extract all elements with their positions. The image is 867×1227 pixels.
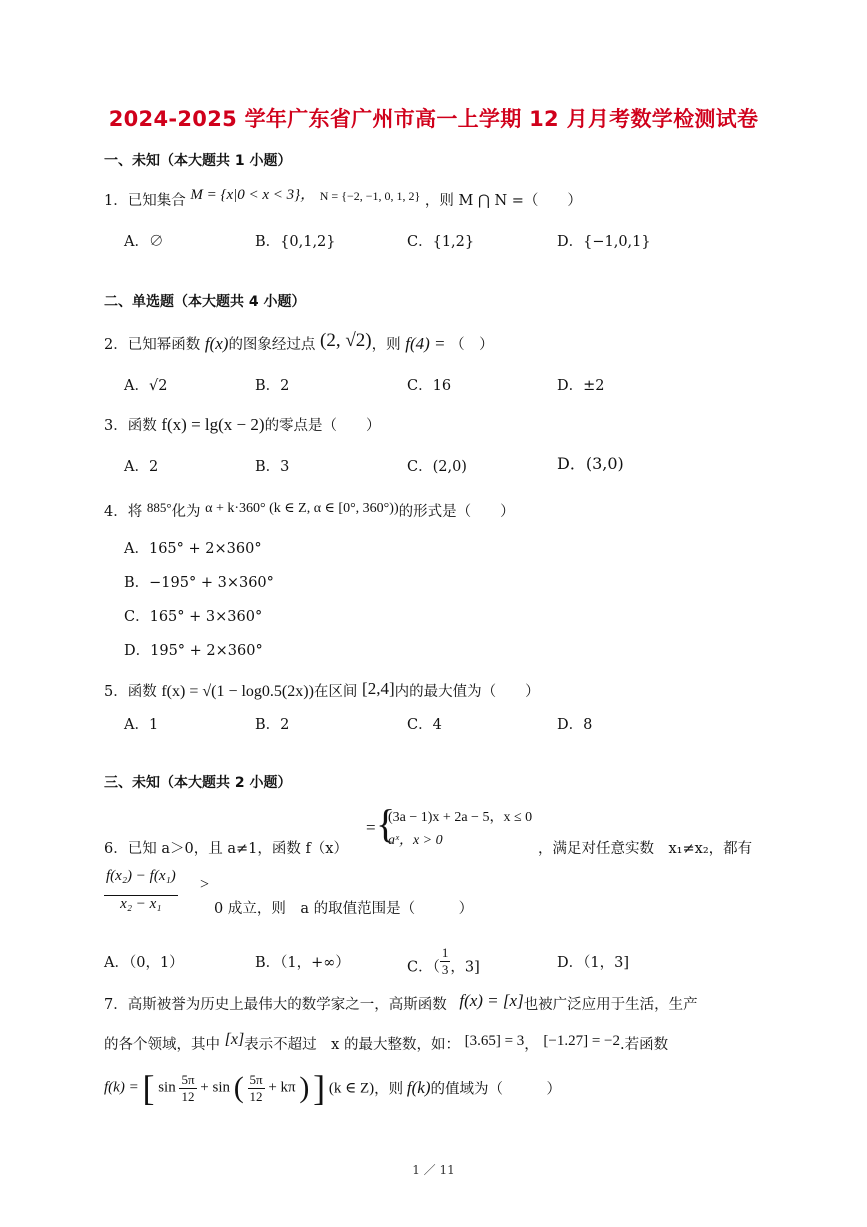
q5-stem-c: 内的最大值为（ ） [394,684,540,700]
q7-kz: (k ∈ Z) [328,1080,375,1097]
q4-stem: 4．将 [104,504,143,520]
q1-stem: 1．已知集合 [104,193,186,209]
question-3 [104,414,381,435]
q7-line2-a: 的各个领域，其中 [104,1037,220,1053]
q4-option-d[interactable]: D．195° + 2×360° [124,643,263,659]
section-heading-2: 二、单选题（本大题共 4 小题） [104,294,306,310]
q7-sin1: sin [158,1079,176,1096]
question-4 [104,500,515,521]
q6-frac-num: f(x₂) − f(x₁) [106,868,176,884]
q7-sin2-num: 5π [249,1071,263,1087]
q4-stem-c: 的形式是（ ） [398,504,515,520]
q6-option-c-den: 3 [441,962,449,977]
q4-option-b[interactable]: B．−195° + 3×360° [124,575,274,591]
q7-sin1-den: 12 [179,1088,196,1105]
q5-fx: f(x) = √(1 − log0.5(2x)) [161,683,314,700]
q7-fk: f(k) = [104,1079,139,1096]
q2-stem-c: ，则 [371,337,401,353]
question-7-line-1 [104,993,698,1014]
q2-f4: f(4) = [405,334,446,353]
question-1 [104,189,582,210]
q6-option-a[interactable]: A．（0，1） [104,955,184,971]
q2-option-a[interactable]: A．√2 [124,378,168,394]
q1-option-d[interactable]: D．{−1,0,1} [557,234,651,250]
q7-sin2-post: + kπ [268,1079,296,1096]
q7-ex1: [3.65] = 3 [464,1033,525,1049]
q6-option-c-num: 1 [441,945,449,960]
q7-bracket-left-icon: [ [142,1068,155,1108]
q6-fraction [104,868,178,913]
q2-option-c[interactable]: C．16 [407,378,452,394]
q6-gt: > [200,876,210,893]
page-number: 1 ／ 11 [412,1163,455,1177]
q7-line2-b: 表示不超过 x 的最大整数，如： [244,1037,460,1053]
q2-stem-b: 的图象经过点 [228,337,316,353]
q7-stem-b: 也被广泛应用于生活，生产 [523,997,698,1013]
q1-option-c[interactable]: C．{1,2} [407,234,475,250]
q2-option-b[interactable]: B．2 [255,378,290,394]
q7-comma: ， [524,1037,539,1053]
q7-line3-c: 的值域为（ ） [430,1081,561,1098]
q4-form: α + k·360° (k ∈ Z, α ∈ [0°, 360°)) [205,501,399,516]
q1-stem-tail: ，则 M ⋂ N =（ ） [424,193,582,209]
q5-option-b[interactable]: B．2 [255,717,290,733]
q7-bx: [x] [224,1031,245,1048]
q6-option-c-pre: C．（ [407,959,440,976]
q7-fk2: f(k) [406,1078,431,1097]
question-6-line-1-tail: ，满足对任意实数 x₁≠x₂，都有 [538,841,753,857]
q6-brace-icon: { [376,801,396,846]
q7-sin2-den: 12 [248,1088,265,1105]
q2-option-d[interactable]: D．±2 [557,378,605,394]
q3-option-d[interactable]: D．(3,0) [557,454,624,473]
q6-option-c[interactable] [407,945,480,984]
q2-fx: f(x) [204,334,229,353]
question-6-line-1: 6．已知 a＞0，且 a≠1，函数 f（x） [104,841,348,857]
q1-option-b[interactable]: B．{0,1,2} [255,234,336,250]
question-2 [104,330,494,355]
q7-formula [104,1070,561,1106]
q7-stem: 7．高斯被誉为历史上最伟大的数学家之一，高斯函数 [104,997,447,1013]
q4-option-a[interactable]: A．165° + 2×360° [124,541,262,557]
q6-eq: = [366,818,376,837]
q5-stem: 5．函数 [104,684,157,700]
q7-sin1-num: 5π [181,1071,195,1087]
question-7-line-2 [104,1033,668,1054]
q3-option-c[interactable]: C．(2,0) [407,459,467,475]
q3-stem-b: 的零点是（ ） [264,418,381,434]
q3-stem: 3．函数 [104,418,157,434]
q7-bracket-right-icon: ] [313,1068,326,1108]
q3-fx: f(x) = lg(x − 2) [161,415,265,434]
q5-option-c[interactable]: C．4 [407,717,442,733]
q4-stem-b: 化为 [171,504,201,520]
q6-option-d[interactable]: D．（1，3] [557,955,629,971]
q6-frac-den: x₂ − x₁ [104,895,178,913]
q7-paren-right-icon: ) [299,1071,310,1104]
q2-stem-d: （ ） [450,337,494,353]
q4-deg: 885° [146,500,172,515]
q7-gauss: f(x) = [x] [459,991,524,1010]
q7-paren-left-icon: ( [233,1071,244,1104]
q5-interval: [2,4] [362,679,395,698]
section-heading-3: 三、未知（本大题共 2 小题） [104,775,292,791]
q6-piece-2: aˣ，x > 0 [388,833,443,848]
q5-option-a[interactable]: A．1 [124,717,159,733]
section-heading-1: 一、未知（本大题共 1 小题） [104,153,292,169]
document-title: 2024-2025 学年广东省广州市高一上学期 12 月月考数学检测试卷 [108,107,759,131]
question-5 [104,680,540,701]
q3-option-b[interactable]: B．3 [255,459,290,475]
q1-set-m: M = {x|0 < x < 3}， [190,187,316,203]
q7-line3-b: ，则 [374,1081,404,1098]
q6-option-b[interactable]: B．（1，+∞） [255,955,350,971]
q5-stem-b: 在区间 [313,684,358,700]
q6-piece-1: (3a − 1)x + 2a − 5，x ≤ 0 [388,810,533,825]
q1-option-a[interactable]: A．∅ [124,234,164,250]
q6-option-c-post: ，3] [450,959,480,976]
q4-option-c[interactable]: C．165° + 3×360° [124,609,263,625]
q7-line2-c: .若函数 [620,1037,669,1053]
q1-set-n: N = {−2, −1, 0, 1, 2} [319,189,421,203]
q5-option-d[interactable]: D．8 [557,717,593,733]
q3-option-a[interactable]: A．2 [124,459,159,475]
q7-ex2: [−1.27] = −2 [543,1033,621,1049]
q7-plus-sin: + sin [200,1079,230,1096]
question-6-line-2: 0 成立，则 a 的取值范围是（ ） [214,901,474,917]
q2-stem: 2．已知幂函数 [104,337,201,353]
q2-point: (2, √2) [320,330,372,351]
